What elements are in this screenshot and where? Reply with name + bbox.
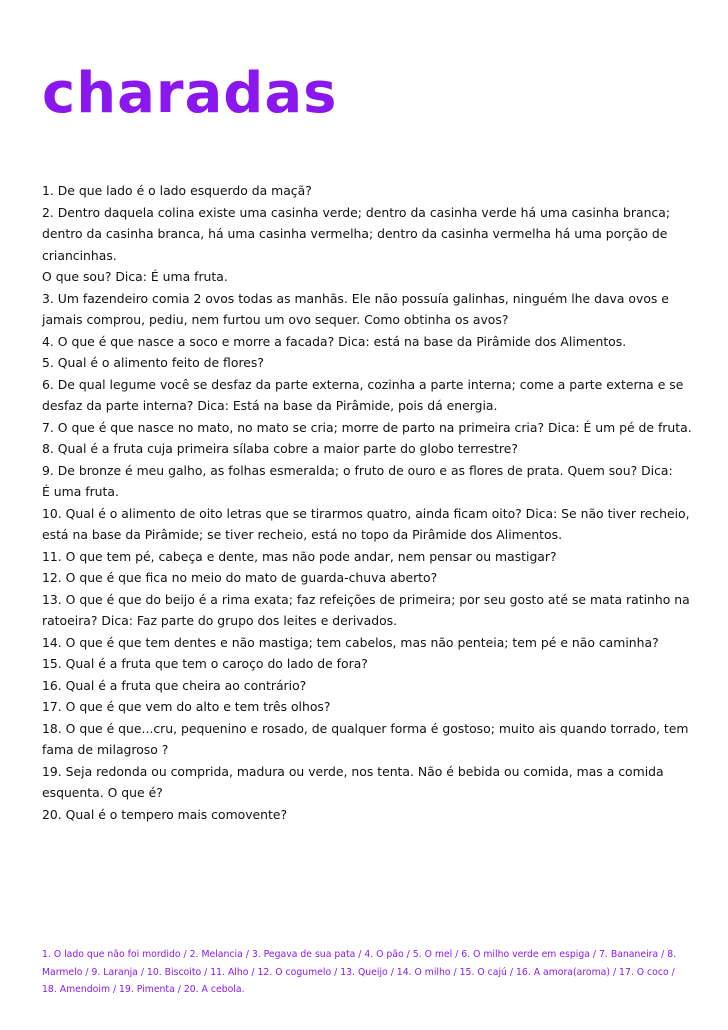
riddle-18: 18. O que é que...cru, pequenino e rosado, de qualquer forma é gostoso; muito ais quando torrado, tem fama de milagroso ?	[42, 720, 689, 757]
riddle-2-question: O que sou? Dica: É uma fruta.	[42, 269, 228, 284]
riddle-10: 10. Qual é o alimento de oito letras que se tirarmos quatro, ainda ficam oito? Dica: Se não tiver recheio, está na base da Pirâmide; se tiver recheio, está no topo da Pirâmide dos Alimentos.	[42, 505, 690, 542]
riddle-20: 20. Qual é o tempero mais comovente?	[42, 806, 288, 822]
riddle-3: 3. Um fazendeiro comia 2 ovos todas as manhãs. Ele não possuía galinhas, ninguém lhe dava ovos e jamais comprou, pediu, nem furtou um ovo sequer. Como obtinha os avos?	[42, 290, 669, 327]
riddle-5: 5. Qual é o alimento feito de flores?	[42, 355, 264, 370]
riddle-1: 1. De que lado é o lado esquerdo da maçã?	[42, 183, 312, 198]
page-title: charadas	[42, 61, 338, 126]
answer-key: 1. O lado que não foi mordido / 2. Melancia / 3. Pegava de sua pata / 4. O pão / 5. O mel / 6. O milho verde em espiga / 7. Bananeira / 8. Marmelo / 9. Laranja / 10. Biscoito / 11. Alho / 12. O cogumelo / 13. Queijo / 14. O milho / 15. O cajú / 16. A amora(aroma) / 17. O coco / 18. Amendoim / 19. Pimenta / 20. A cebola.	[42, 949, 677, 996]
riddle-17: 17. O que é que vem do alto e tem três olhos?	[42, 699, 331, 714]
riddle-6: 6. De qual legume você se desfaz da parte externa, cozinha a parte interna; come a parte externa e se desfaz da parte interna? Dica: Está na base da Pirâmide, pois dá energia.	[42, 376, 684, 413]
riddle-9-hint: É uma fruta.	[42, 484, 119, 499]
riddle-15: 15. Qual é a fruta que tem o caroço do lado de fora?	[42, 656, 368, 671]
riddle-14: 14. O que é que tem dentes e não mastiga; tem cabelos, mas não penteia; tem pé e não caminha?	[42, 634, 659, 650]
riddle-4: 4. O que é que nasce a soco e morre a facada? Dica: está na base da Pirâmide dos Alimentos.	[42, 333, 627, 349]
riddle-8: 8. Qual é a fruta cuja primeira sílaba cobre a maior parte do globo terrestre?	[42, 441, 518, 456]
riddle-7: 7. O que é que nasce no mato, no mato se cria; morre de parto na primeira cria? Dica: É um pé de fruta.	[42, 419, 692, 435]
riddle-2: 2. Dentro daquela colina existe uma casinha verde; dentro da casinha verde há uma casinha branca; dentro da casinha branca, há uma casinha vermelha; dentro da casinha vermelha há uma porção de criancinhas.	[42, 204, 671, 263]
riddle-11: 11. O que tem pé, cabeça e dente, mas não pode andar, nem pensar ou mastigar?	[42, 548, 557, 564]
riddle-list	[42, 180, 692, 825]
riddle-13: 13. O que é que do beijo é a rima exata; faz refeições de primeira; por seu gosto até se mata ratinho na ratoeira? Dica: Faz parte do grupo dos leites e derivados.	[42, 591, 690, 628]
riddle-12: 12. O que é que fica no meio do mato de guarda-chuva aberto?	[42, 570, 438, 585]
riddle-9: 9. De bronze é meu galho, as folhas esmeralda; o fruto de ouro e as flores de prata. Quem sou? Dica:	[42, 462, 673, 478]
riddle-16: 16. Qual é a fruta que cheira ao contrário?	[42, 677, 307, 693]
riddle-19: 19. Seja redonda ou comprida, madura ou verde, nos tenta. Não é bebida ou comida, mas a comida esquenta. O que é?	[42, 763, 664, 800]
